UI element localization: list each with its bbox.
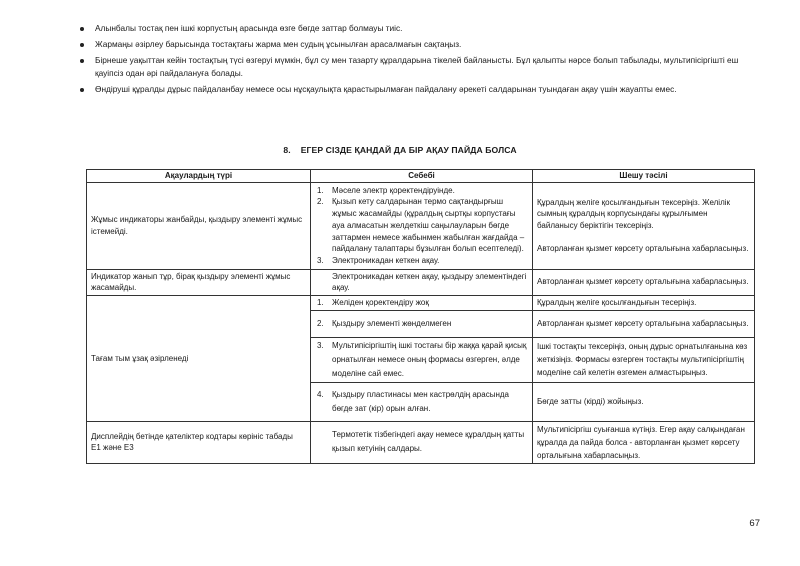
bullet-icon [80,59,84,63]
cause-cell: 3. Мультипісіргіштің ішкі тостағы бір жаққа қарай қисық орнатылған немесе оның формасы өзгерген, әлде моделіне сай емес. [311,337,533,382]
cause-cell: 2. Қыздыру элементі жөнделмеген [311,310,533,337]
table-header-row [87,170,755,183]
section-heading [0,145,800,155]
solution-cell: Құралдың желіге қосылғандығын тесеріңіз. [533,296,755,311]
problem-cell: Тағам тым ұзақ әзірленеді [87,296,311,422]
cause-cell: 4. Қыздыру пластинасы мен кастрөлдің арасында бөгде зат (кір) орын алған. [311,382,533,421]
solution-cell: Авторланған қызмет көрсету орталығына хабарласыңыз. [533,310,755,337]
problem-cell: Индикатор жанып тұр, бірақ қыздыру элементі жұмыс жасамайды. [87,269,311,295]
problem-cell: Дисплейдің бетінде қателіктер кодтары көрініс табады Е1 және Е3 [87,421,311,463]
solution-cell [533,182,755,269]
cause-cell: Термотетік тізбегіндегі ақау немесе құралдың қатты қызып кетуінің салдары. [311,421,533,463]
note-item: Алынбалы тостақ пен ішкі корпустың арасында өзге бөгде заттар болмауы тиіс. [78,22,746,35]
solution-cell: Ішкі тостақты тексеріңіз, оның дұрыс орнатылғанына көз жеткізіңіз. Формасы өзгерген тостақты мультипісіргіштің моделіне сай келетін өзгемен алмастырыңыз. [533,337,755,382]
section-title: ЕГЕР СІЗДЕ ҚАНДАЙ ДА БІР АҚАУ ПАЙДА БОЛСА [300,145,517,155]
header-cause: Себебі [311,170,533,183]
table-row [87,269,755,295]
table-row [87,421,755,463]
note-item: Жармаңы әзірлеу барысында тостақтағы жарма мен судың ұсынылған арасалмағын сақтаңыз. [78,38,746,51]
cause-item: 3. Электроникадан кеткен ақау. [317,255,440,265]
table-row [87,182,755,269]
bullet-icon [80,88,84,92]
bullet-icon [80,43,84,47]
header-solution: Шешу тәсілі [533,170,755,183]
note-item: Бірнеше уақыттан кейін тостақтың түсі өзгеруі мүмкін, бұл су мен тазарту құралдарына тікелей байланысты. Бұл қалыпты нәрсе болып табылады, мультипісіргішті еш қауіпсіз одан әрі пайдалануға болады. [78,54,746,80]
cause-cell: 1. Желіден қоректендіру жоқ [311,296,533,311]
notes-list [78,22,746,99]
cause-item: 1. Мәселе электр қоректендіруінде. [317,185,455,195]
note-item: Өндіруші құралды дұрыс пайдаланбау немесе осы нұсқаулықта қарастырылмаған пайдалану әрекеті салдарынан туындаған ақау үшін жауапты емес. [78,83,746,96]
troubleshooting-table [86,169,755,464]
bullet-icon [80,27,84,31]
cause-cell: Электроникадан кеткен ақау, қыздыру элементіндегі ақау. [311,269,533,295]
solution-cell: Мультипісіргіш суығанша күтіңіз. Егер ақау салқындаған құралда да пайда болса - авторланған қызмет көрсету орталығына хабарласыңыз. [533,421,755,463]
table-row [87,296,755,311]
page-number: 67 [749,518,760,529]
header-problem: Ақаулардың түрі [87,170,311,183]
cause-item: 2. Қызып кету салдарынан термо сақтандырғыш жұмыс жасамайды (құралдың сыртқы корпустағы ауа алмасатын желдеткіш саңылауларын бөгде заттармен немесе жабынмен жабылған жағдайда – пайдалану талаптары бұзылған болып есептеледі). [317,197,525,254]
solution-text: Авторланған қызмет көрсету орталығына хабарласыңыз. [537,243,749,253]
solution-cell: Авторланған қызмет көрсету орталығына хабарласыңыз. [533,269,755,295]
problem-cell: Жұмыс индикаторы жанбайды, қыздыру элементі жұмыс істемейді. [87,182,311,269]
section-number: 8. [283,145,291,155]
solution-cell: Бөгде затты (кірді) жойыңыз. [533,382,755,421]
cause-cell [311,182,533,269]
solution-text: Құралдың желіге қосылғандығын тексеріңіз. Желілік сымның құралдың корпусындағы құрылғымен байланысу беріктігін тексеріңіз. [537,197,731,231]
